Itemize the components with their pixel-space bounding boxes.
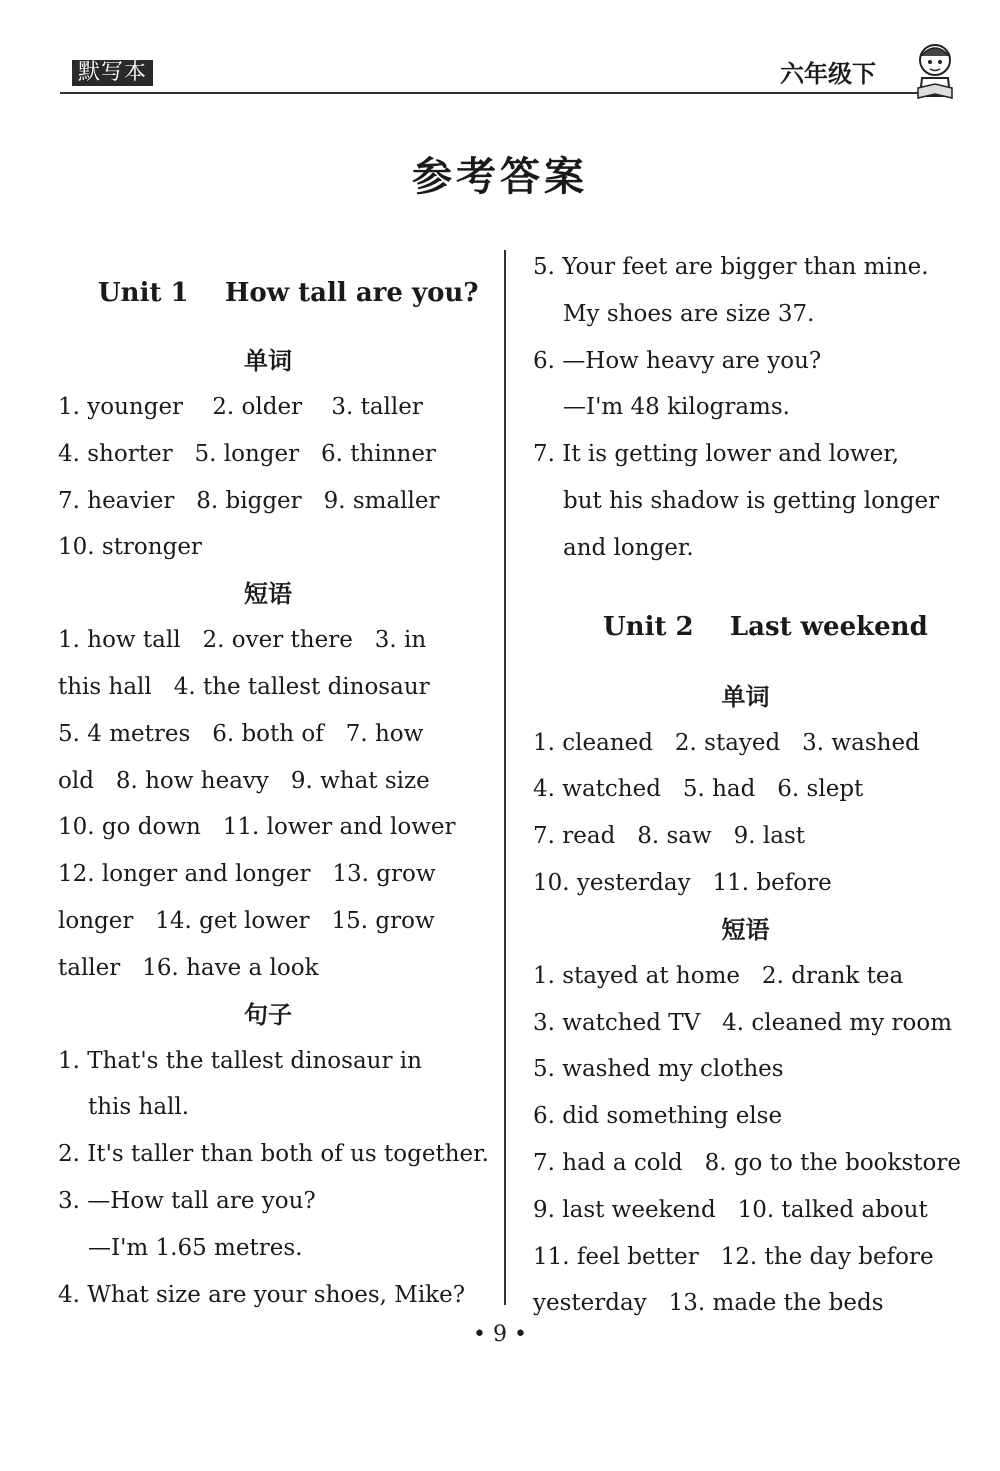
mascot-reading-icon [910,38,960,108]
answer-line: 3. watched TV 4. cleaned my room [533,1009,953,1036]
answer-line: —I'm 48 kilograms. [563,394,790,421]
answer-line: 1. stayed at home 2. drank tea [533,962,904,989]
grade-label: 六年级下 [780,60,876,88]
answer-line: 9. last weekend 10. talked about [533,1196,928,1223]
answer-line: this hall. [88,1094,190,1121]
answer-line: longer 14. get lower 15. grow [58,907,435,934]
answer-line: 5. Your feet are bigger than mine. [533,254,929,280]
unit-1-title: Unit 1 How tall are you? [98,278,479,308]
answer-line: —I'm 1.65 metres. [88,1234,303,1261]
header-rule [60,92,930,94]
answer-line: 4. What size are your shoes, Mike? [58,1281,466,1308]
answer-line: 7. heavier 8. bigger 9. smaller [58,487,440,514]
answer-line: 1. how tall 2. over there 3. in [58,627,427,654]
answer-line: taller 16. have a look [58,954,319,981]
answer-line: yesterday 13. made the beds [533,1290,884,1317]
unit-2-words-heading: 单词 [721,682,770,711]
answer-line: 5. washed my clothes [533,1056,784,1083]
page-header [0,0,1000,110]
answer-line: but his shadow is getting longer [563,487,940,514]
answer-line: 4. shorter 5. longer 6. thinner [58,440,436,467]
page-number: • 9 • [473,1322,527,1347]
answer-line: 5. 4 metres 6. both of 7. how [58,720,424,747]
answer-line: 1. That's the tallest dinosaur in [58,1047,422,1074]
answer-line: 11. feel better 12. the day before [533,1243,934,1270]
answer-line: 7. read 8. saw 9. last [533,823,805,850]
answer-line: 10. yesterday 11. before [533,869,832,896]
page-title: 参考答案 [412,154,588,200]
answer-line: old 8. how heavy 9. what size [58,767,430,794]
unit-1-words-heading: 单词 [244,347,292,375]
answer-line: 12. longer and longer 13. grow [58,861,436,888]
answer-line: 6. did something else [533,1103,783,1130]
right-column [533,244,961,1327]
unit-1-sentences-heading: 句子 [244,1000,292,1029]
answer-line: 6. —How heavy are you? [533,347,822,374]
answer-line: 10. stronger [58,534,202,561]
unit-2-phrases-heading: 短语 [721,915,770,944]
column-divider [504,250,506,1305]
answer-line: 1. younger 2. older 3. taller [58,394,423,420]
answer-line: 3. —How tall are you? [58,1187,316,1214]
answer-line: My shoes are size 37. [563,300,815,327]
unit-2-title: Unit 2 Last weekend [603,611,928,642]
answer-line: 10. go down 11. lower and lower [58,814,456,841]
answer-line: 2. It's taller than both of us together. [58,1141,489,1168]
unit-1-phrases-heading: 短语 [244,580,292,609]
answer-line: and longer. [563,534,694,561]
answer-line: 7. It is getting lower and lower, [533,441,900,468]
answer-line: this hall 4. the tallest dinosaur [58,673,430,700]
answer-line: 1. cleaned 2. stayed 3. washed [533,729,920,756]
left-column [58,270,489,1318]
answer-line: 4. watched 5. had 6. slept [533,776,864,803]
book-label: 默写本 [72,60,153,86]
answer-line: 7. had a cold 8. go to the bookstore [533,1149,961,1176]
